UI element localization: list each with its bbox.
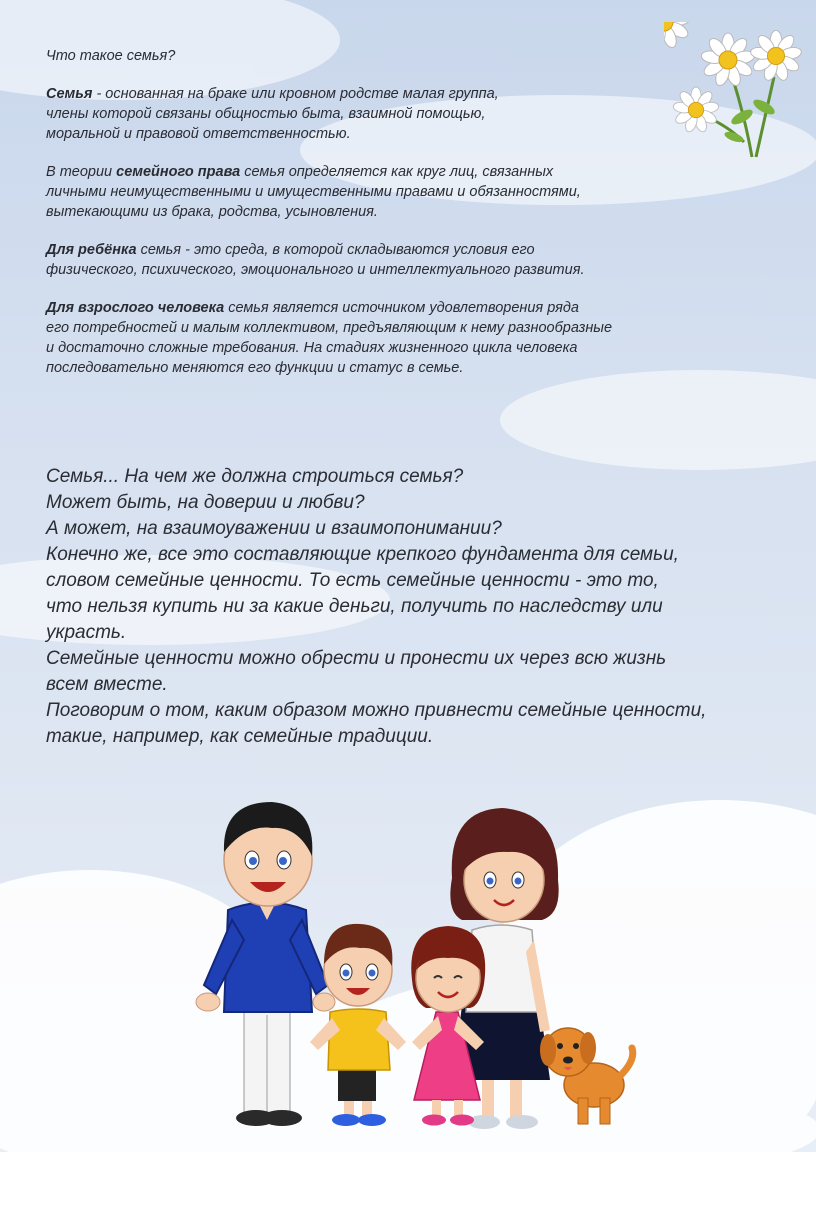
heading: Что такое семья? bbox=[46, 48, 176, 64]
big-line: Может быть, на доверии и любви? bbox=[46, 492, 365, 513]
p4-line-2: его потребностей и малым коллективом, предъявляющим к нему разнообразные bbox=[46, 320, 613, 336]
p2-line-1: семья определяется как круг лиц, связанных bbox=[240, 164, 554, 180]
p4-line-4: последовательно меняются его функции и статус в семье. bbox=[46, 360, 464, 376]
dad-figure bbox=[196, 802, 335, 1126]
p2-line-3: вытекающими из брака, родства, усыновления. bbox=[46, 204, 378, 220]
big-line: А может, на взаимоуважении и взаимопонимании? bbox=[46, 518, 502, 539]
dog-figure bbox=[540, 1028, 633, 1124]
big-line: Конечно же, все это составляющие крепкого фундамента для семьи, bbox=[46, 544, 679, 565]
p3-line-1: семья - это среда, в которой складываются условия его bbox=[136, 242, 535, 258]
p1-line-1: - основанная на браке или кровном родстве малая группа, bbox=[92, 86, 499, 102]
p3-line-2: физического, психического, эмоционального и интеллектуального развития. bbox=[46, 262, 585, 278]
p4-line-1: семья является источником удовлетворения ряда bbox=[224, 300, 579, 316]
p1-line-2: члены которой связаны общностью быта, взаимной помощью, bbox=[46, 106, 486, 122]
big-line: Семейные ценности можно обрести и пронести их через всю жизнь bbox=[46, 648, 667, 669]
paragraph-family-law bbox=[46, 162, 786, 222]
definition-text bbox=[46, 46, 786, 396]
family-values-text bbox=[46, 464, 816, 750]
big-line: что нельзя купить ни за какие деньги, получить по наследству или bbox=[46, 596, 663, 617]
big-line: всем вместе. bbox=[46, 674, 168, 695]
family-illustration bbox=[180, 780, 650, 1152]
p2-line-2: личными неимущественными и имущественными правами и обязанностями, bbox=[46, 184, 581, 200]
big-line: Семья... На чем же должна строиться семья? bbox=[46, 466, 464, 487]
paragraph-for-adult bbox=[46, 298, 786, 378]
boy-figure bbox=[310, 924, 406, 1126]
p2-pre: В теории bbox=[46, 164, 117, 180]
big-line: Поговорим о том, каким образом можно привнести семейные ценности, bbox=[46, 700, 707, 721]
term-family: Семья bbox=[46, 86, 93, 102]
paragraph-family-definition bbox=[46, 84, 786, 144]
p4-line-3: и достаточно сложные требования. На стадиях жизненного цикла человека bbox=[46, 340, 578, 356]
p1-line-3: моральной и правовой ответственностью. bbox=[46, 126, 351, 142]
paragraph-for-child bbox=[46, 240, 786, 280]
term-family-law: семейного права bbox=[116, 164, 241, 180]
big-line: украсть. bbox=[46, 622, 127, 643]
big-line: такие, например, как семейные традиции. bbox=[46, 726, 434, 747]
term-for-adult: Для взрослого человека bbox=[46, 300, 225, 316]
term-for-child: Для ребёнка bbox=[46, 242, 137, 258]
big-line: словом семейные ценности. То есть семейные ценности - это то, bbox=[46, 570, 659, 591]
